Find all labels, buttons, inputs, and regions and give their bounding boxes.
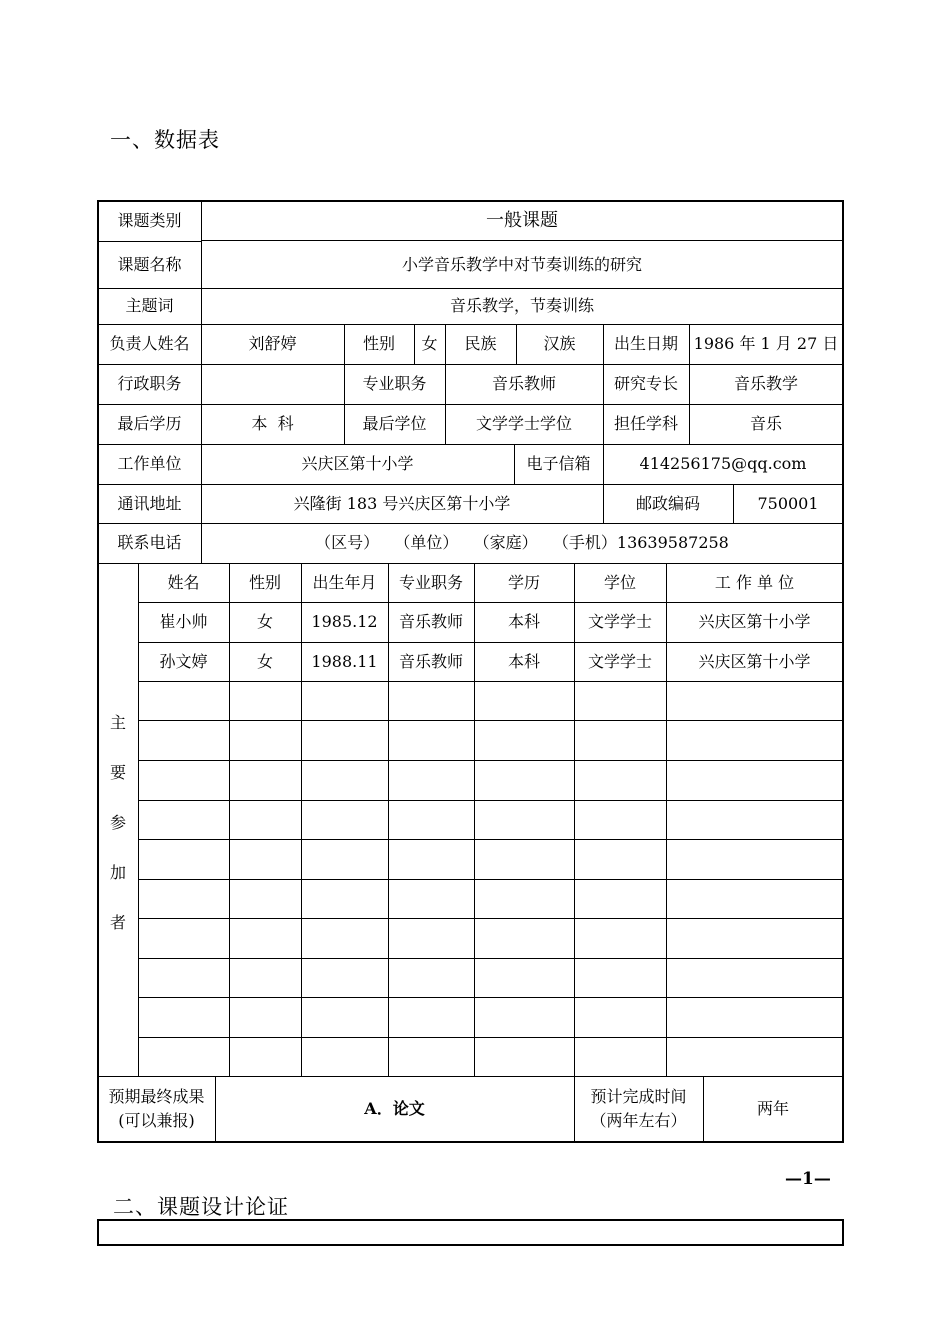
- subject-label: 担任学科: [613, 414, 678, 433]
- participant-1-degree: 文学学士: [587, 612, 652, 631]
- time-label: [574, 1076, 703, 1142]
- unit-value: 兴庆区第十小学: [301, 454, 414, 473]
- participant-1-title: 音乐教师: [398, 612, 463, 631]
- degree-value: 文学学士学位: [475, 414, 572, 433]
- name-value: 小学音乐教学中对节奏训练的研究: [401, 254, 642, 274]
- section-2-title: 二、课题设计论证: [113, 1195, 289, 1219]
- category-label: 课题类别: [117, 211, 182, 230]
- participant-1-name: 崔小帅: [159, 612, 208, 631]
- leader-value: 刘舒婷: [248, 334, 297, 353]
- specialty-value: 音乐教学: [733, 374, 798, 393]
- participant-1-gender: 女: [256, 612, 273, 631]
- admin-value: [201, 364, 344, 404]
- leader-label: 负责人姓名: [109, 334, 190, 353]
- result-value: A．论文: [364, 1099, 425, 1118]
- ethnicity-value: 汉族: [543, 334, 576, 353]
- result-label-line-2: (可以兼报): [118, 1111, 195, 1130]
- participant-2-name: 孙文婷: [159, 651, 208, 671]
- header-degree: 学位: [603, 572, 636, 592]
- address-value: 兴隆街 183 号兴庆区第十小学: [293, 493, 511, 513]
- email-value: 414256175@qq.com: [639, 454, 807, 473]
- participant-2-title: 音乐教师: [398, 651, 463, 671]
- name-label: 课题名称: [117, 254, 182, 274]
- time-value: 两年: [756, 1099, 789, 1118]
- gender-value: 女: [421, 334, 438, 353]
- participant-2-unit: 兴庆区第十小学: [698, 651, 811, 671]
- participant-1-unit: 兴庆区第十小学: [698, 612, 811, 631]
- category-value: 一般课题: [486, 209, 558, 231]
- unit-label: 工作单位: [117, 454, 182, 473]
- phone-label: 联系电话: [117, 533, 182, 552]
- participants-label-2: 要: [110, 763, 127, 782]
- participants-label-4: 加: [110, 863, 127, 882]
- participant-2-gender: 女: [256, 651, 273, 671]
- degree-label: 最后学位: [362, 414, 427, 433]
- address-label: 通讯地址: [117, 493, 182, 513]
- birth-value: 1986 年 1 月 27 日: [693, 334, 839, 353]
- participants-label-5: 者: [110, 913, 127, 932]
- page-number: —1—: [785, 1169, 831, 1189]
- time-label-line-2: （两年左右）: [590, 1111, 687, 1130]
- header-birth: 出生年月: [312, 572, 377, 592]
- specialty-label: 研究专长: [613, 374, 678, 393]
- keywords-value: 音乐教学，节奏训练: [449, 296, 594, 315]
- header-name: 姓名: [167, 572, 200, 592]
- admin-label: 行政职务: [117, 374, 182, 393]
- participant-2-education: 本科: [507, 651, 540, 671]
- participants-label-1: 主: [110, 713, 127, 732]
- edu-value: 本 科: [251, 414, 294, 433]
- result-label-line-1: 预期最终成果: [108, 1087, 205, 1106]
- email-label: 电子信箱: [526, 454, 591, 473]
- participant-1-birth: 1985.12: [311, 612, 378, 631]
- participants-label-3: 参: [110, 813, 127, 832]
- keywords-label: 主题词: [125, 296, 174, 315]
- postcode-value: 750001: [757, 493, 819, 513]
- participant-1-education: 本科: [507, 612, 540, 631]
- header-education: 学历: [507, 572, 540, 592]
- header-unit: 工 作 单 位: [714, 572, 795, 592]
- gender-label: 性别: [362, 334, 395, 353]
- postcode-label: 邮政编码: [635, 493, 700, 513]
- header-title: 专业职务: [398, 572, 463, 592]
- birth-label: 出生日期: [613, 334, 678, 353]
- phone-value: （区号） （单位） （家庭） （手机）13639587258: [315, 533, 729, 552]
- title-value: 音乐教师: [491, 374, 556, 393]
- participant-2-degree: 文学学士: [587, 651, 652, 671]
- header-gender: 性别: [248, 572, 281, 592]
- time-label-line-1: 预计完成时间: [590, 1087, 687, 1106]
- subject-value: 音乐: [749, 414, 782, 433]
- design-argument-box: [97, 1219, 844, 1246]
- ethnicity-label: 民族: [464, 334, 497, 353]
- edu-label: 最后学历: [117, 414, 182, 433]
- result-label: [98, 1076, 215, 1142]
- section-1-title: 一、数据表: [110, 128, 220, 152]
- participant-2-birth: 1988.11: [311, 651, 378, 671]
- title-label: 专业职务: [362, 374, 427, 393]
